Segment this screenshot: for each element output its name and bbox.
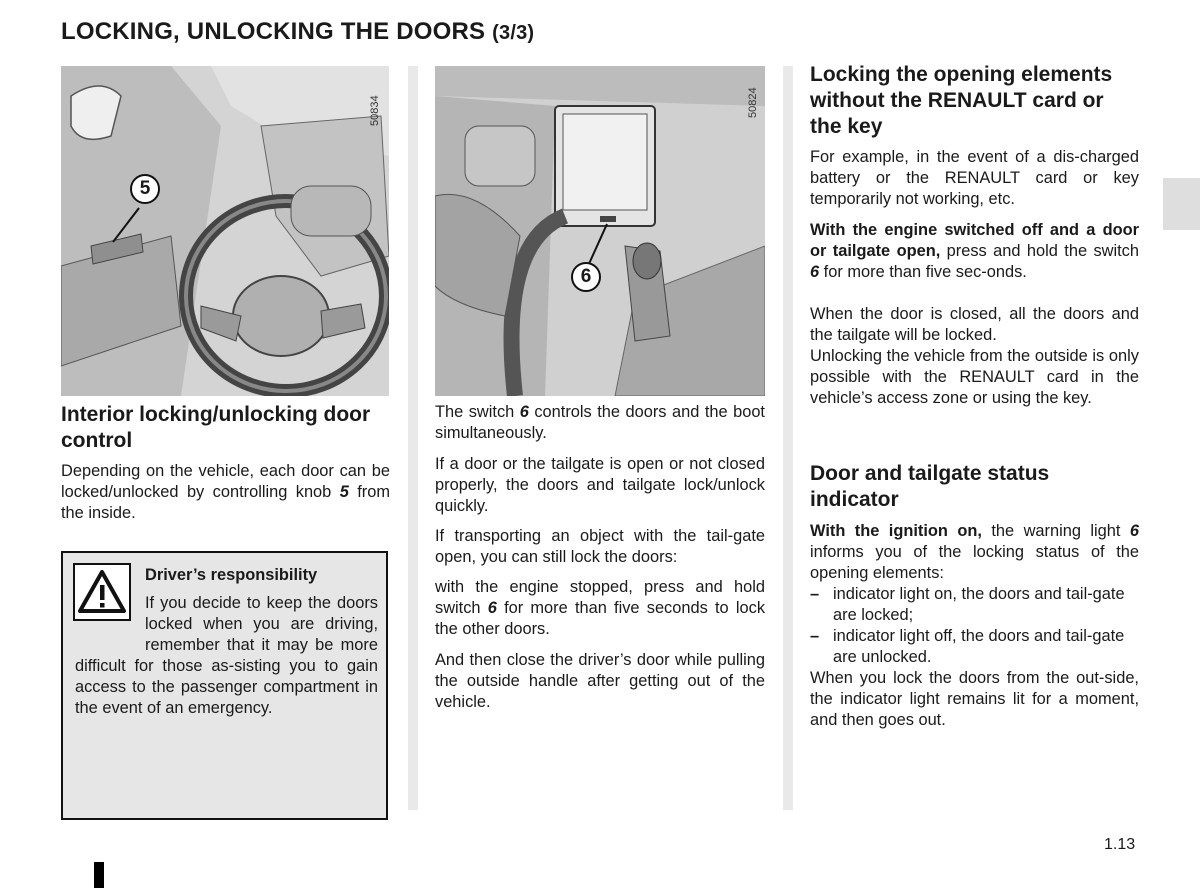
page-number: 1.13 bbox=[1104, 836, 1136, 853]
list-item: – indicator light off, the doors and tail-gate are unlocked. bbox=[810, 627, 1125, 666]
page-title-text: LOCKING, UNLOCKING THE DOORS bbox=[61, 18, 486, 45]
figure-dashboard-switch bbox=[435, 66, 765, 396]
unlocking-outside-paragraph: Unlocking the vehicle from the outside is only possible with the RENAULT card in the vehicle’s access zone or using the key. bbox=[810, 347, 1139, 407]
example-paragraph: For example, in the event of a dis-charged battery or the RENAULT card or key temporarily not working, etc. bbox=[810, 148, 1139, 208]
transport-paragraph: If transporting an object with the tail-gate open, you can still lock the doors: bbox=[435, 527, 765, 566]
callout-6: 6 bbox=[571, 262, 601, 292]
page-title-suffix: (3/3) bbox=[492, 22, 535, 44]
crop-mark bbox=[94, 862, 104, 888]
indicator-status-list bbox=[810, 584, 1139, 668]
ref-switch-6: 6 bbox=[519, 403, 529, 421]
section-heading-locking-without-card: Locking the opening elements without the RENAULT card or the key bbox=[810, 63, 1113, 138]
column-divider-right bbox=[783, 66, 793, 810]
ref-switch-6: 6 bbox=[810, 263, 820, 281]
engine-stopped-paragraph: with the engine stopped, press and hold switch 6 for more than five seconds to lock the other doors. bbox=[435, 578, 766, 638]
warning-body: If you decide to keep the doors locked when you are driving, remember that it may be more difficult for those as-sisting you to gain access to the passenger compartment in the event of an emergency. bbox=[75, 594, 378, 717]
ref-switch-6: 6 bbox=[487, 599, 497, 617]
door-open-paragraph: If a door or the tailgate is open or not closed properly, the doors and tailgate lock/unlock quickly. bbox=[435, 455, 765, 515]
engine-off-paragraph: With the engine switched off and a door or tailgate open, press and hold the switch 6 for more than five sec-onds. bbox=[810, 221, 1139, 281]
lock-outside-paragraph: When you lock the doors from the out-side, the indicator light remains lit for a moment, and then goes out. bbox=[810, 669, 1139, 729]
switch-paragraph: The switch 6 controls the doors and the boot simultaneously. bbox=[435, 403, 765, 442]
door-closed-paragraph: When the door is closed, all the doors and the tailgate will be locked. bbox=[810, 305, 1139, 344]
warning-box bbox=[61, 551, 388, 820]
section-heading-status-indicator: Door and tailgate status indicator bbox=[810, 462, 1050, 511]
page-title bbox=[61, 18, 534, 46]
figure-code: 50824 bbox=[747, 87, 759, 118]
interior-locking-paragraph: Depending on the vehicle, each door can be locked/unlocked by controlling knob 5 from the inside. bbox=[61, 462, 390, 522]
ref-knob-5: 5 bbox=[339, 483, 349, 501]
warning-title: Driver’s responsibility bbox=[145, 566, 318, 584]
figure-code: 50834 bbox=[369, 95, 381, 126]
chapter-tab bbox=[1163, 178, 1200, 230]
close-door-paragraph: And then close the driver’s door while pulling the outside handle after getting out of the vehicle. bbox=[435, 651, 765, 711]
door-interior-illustration bbox=[61, 66, 389, 396]
callout-5: 5 bbox=[130, 174, 160, 204]
section-heading-interior-locking: Interior locking/unlocking door control bbox=[61, 403, 371, 452]
list-item: – indicator light on, the doors and tail-gate are locked; bbox=[810, 585, 1125, 624]
ref-light-6: 6 bbox=[1129, 522, 1140, 540]
ignition-on-paragraph: With the ignition on, the warning light 6 informs you of the locking status of the opening elements: bbox=[810, 522, 1140, 582]
figure-door-knob bbox=[61, 66, 389, 396]
dashboard-illustration bbox=[435, 66, 765, 396]
column-divider-left bbox=[408, 66, 418, 810]
